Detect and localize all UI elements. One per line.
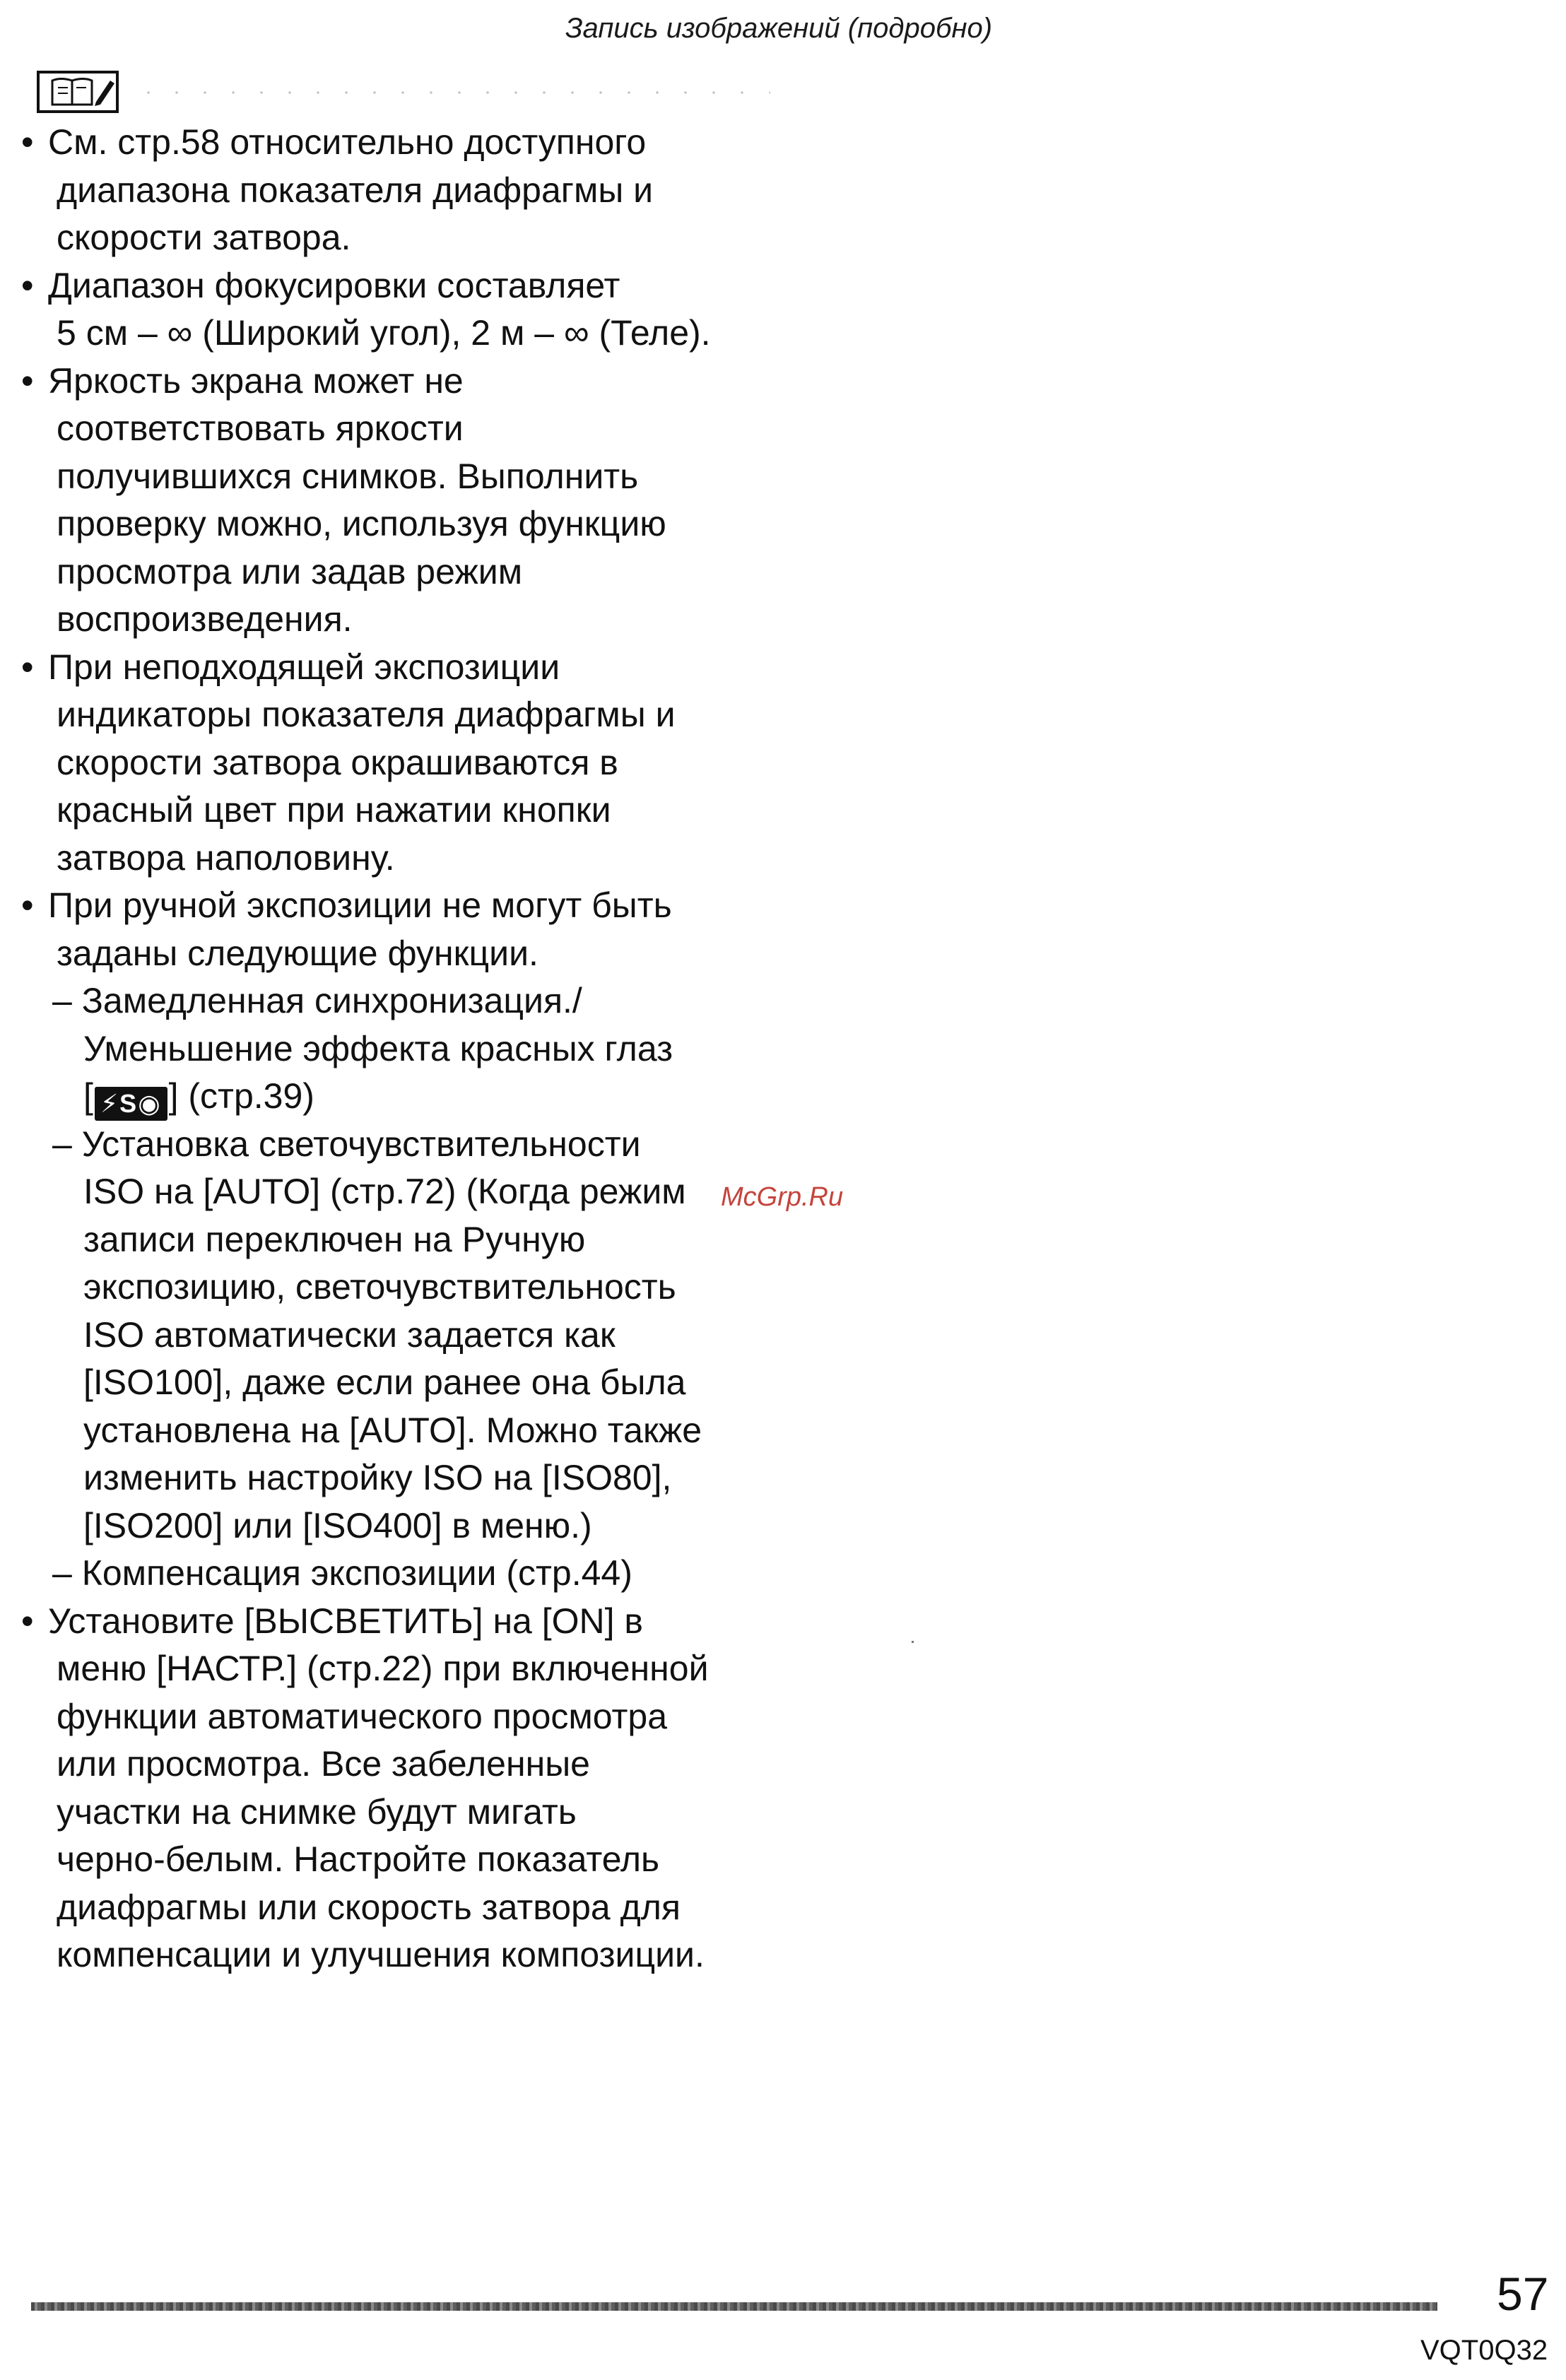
note-text: Компенсация экспозиции (стр.44) [81,1553,632,1593]
watermark: McGrp.Ru [721,1182,844,1212]
document-code: VQT0Q32 [1420,2335,1548,2366]
note-text: Установите [ВЫСВЕТИТЬ] на [ON] в меню [НАСТР.] (стр.22) при включенной функции автоматического просмотра или просмотра. Все забеленные участки на снимке будут мигать черно-белым. Настройте показатель диафрагмы или скорость затвора для компенсации и улучшения композиции. [48,1601,709,1975]
note-bullet: • При ручной экспозиции не могут быть заданы следующие функции. [21,885,672,973]
note-text: См. стр.58 относительно доступного диапазона показателя диафрагмы и скорости затвора. [48,122,654,257]
dash-symbol: – [52,1124,72,1164]
note-bullet: • Диапазон фокусировки составляет 5 см – ∞ (Широкий угол), 2 м – ∞ (Теле). [21,265,711,353]
note-book-icon [37,71,119,113]
note-dash [0,1550,820,1598]
footer-rule [31,2302,1437,2311]
note-text: При неподходящей экспозиции индикаторы показателя диафрагмы и скорости затвора окрашиваются в красный цвет при нажатии кнопки затвора наполовину. [48,647,676,878]
note-bullet: • Установите [ВЫСВЕТИТЬ] на [ON] в меню [НАСТР.] (стр.22) при включенной функции автоматического просмотра или просмотра. Все забеленные участки на снимке будут мигать черно-белым. Настройте показатель диафрагмы или скорость затвора для компенсации и улучшения композиции. [21,1601,709,1975]
header-dotted-rule [134,90,770,95]
note-text: Установка светочувствительности ISO на [AUTO] (стр.72) (Когда режим записи переключен на Ручную экспозицию, светочувствительность ISO автоматически задается как [ISO100], даже если ранее она была установлена на [AUTO]. Можно также изменить настройку ISO на [ISO80], [ISO200] или [ISO400] в меню.) [81,1124,702,1545]
note-dash [0,977,820,1121]
badge-suffix: ] (стр.39) [168,1076,314,1116]
note-bullet: • См. стр.58 относительно доступного диапазона показателя диафрагмы и скорости затвора. [21,122,654,257]
note-dash [0,1121,820,1550]
note-text: При ручной экспозиции не могут быть заданы следующие функции. [48,885,672,973]
note-text: Диапазон фокусировки составляет 5 см – ∞ (Широкий угол), 2 м – ∞ (Теле). [48,265,711,353]
notes-list [0,119,820,1979]
scan-speck [912,1641,914,1643]
dash-symbol: – [52,981,72,1020]
note-text: Замедленная синхронизация./ Уменьшение эффекта красных глаз [81,981,673,1068]
note-text: Яркость экрана может не соответствовать яркости получившихся снимков. Выполнить проверку можно, используя функцию просмотра или задав режим воспроизведения. [48,360,666,639]
badge-prefix: [ [83,1076,93,1116]
page-number: 57 [1497,2268,1549,2320]
slow-sync-redeye-flash-icon: ⚡S◉ [95,1087,167,1121]
section-header: Запись изображений (подробно) [565,13,993,44]
note-bullet: • При неподходящей экспозиции индикаторы показателя диафрагмы и скорости затвора окрашиваются в красный цвет при нажатии кнопки затвора наполовину. [21,647,676,878]
dash-symbol: – [52,1553,72,1593]
note-bullet: • Яркость экрана может не соответствовать яркости получившихся снимков. Выполнить проверку можно, используя функцию просмотра или задав режим воспроизведения. [21,360,666,639]
